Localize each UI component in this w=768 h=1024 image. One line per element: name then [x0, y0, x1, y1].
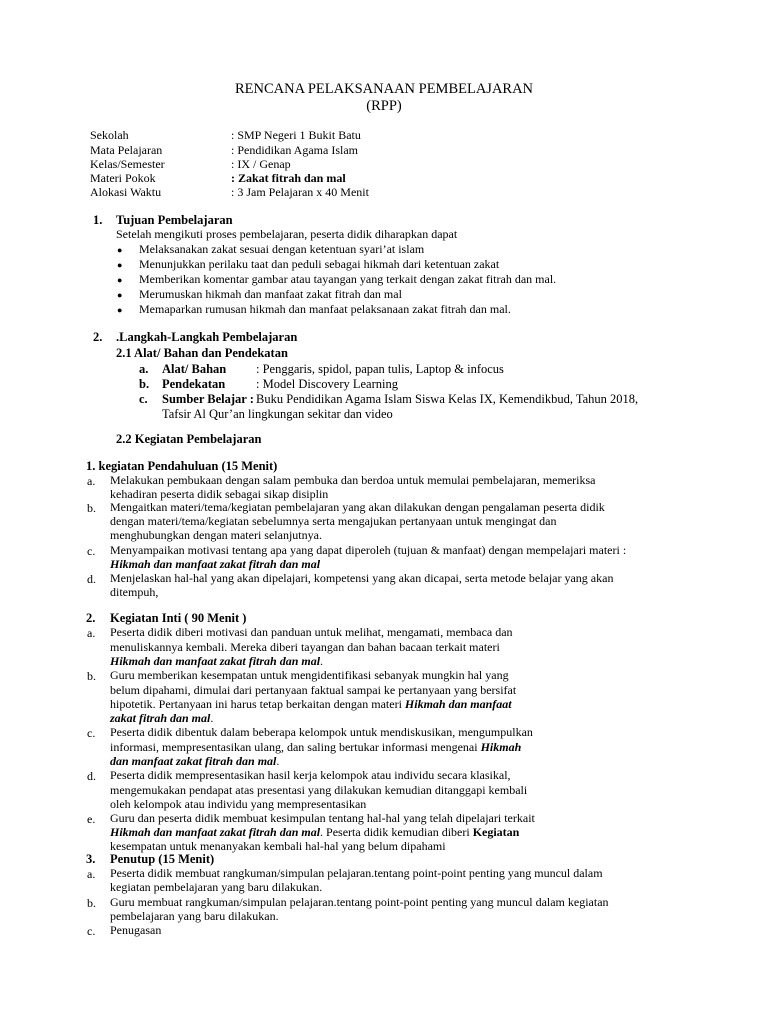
subsection-heading: 2.1 Alat/ Bahan dan Pendekatan	[116, 346, 288, 360]
list-marker: b.	[139, 377, 150, 391]
list-item: Memaparkan rumusan hikmah dan manfaat pelaksanaan zakat fitrah dan mal.	[139, 302, 511, 316]
list-item: Guru memberikan kesempatan untuk mengidentifikasi sebanyak mungkin hal yang	[110, 668, 509, 682]
identity-value: : SMP Negeri 1 Bukit Batu	[231, 128, 361, 142]
list-item-emphasis: zakat fitrah dan mal	[110, 711, 211, 725]
tool-label: Alat/ Bahan	[162, 362, 227, 376]
list-item: Merumuskan hikmah dan manfaat zakat fitrah dan mal	[139, 287, 402, 301]
list-marker: e.	[87, 812, 96, 826]
list-item: Guru membuat rangkuman/simpulan pelajaran.tentang point-point penting yang muncul dalam kegiatan	[110, 895, 609, 909]
list-marker: c.	[87, 726, 96, 740]
identity-value: : Zakat fitrah dan mal	[231, 171, 346, 185]
list-item-cont: oleh kelompok atau individu yang mempresentasikan	[110, 797, 367, 811]
list-marker: c.	[87, 544, 96, 558]
list-item-cont: belum dipahami, dimulai dari pertanyaan faktual sampai ke pertanyaan yang bersifat	[110, 683, 517, 697]
list-item: Memberikan komentar gambar atau tayangan yang terkait dengan zakat fitrah dan mal.	[139, 272, 557, 286]
list-item-cont: . Peserta didik kemudian diberi	[320, 825, 473, 839]
list-marker: a.	[87, 474, 96, 488]
list-item-emphasis: Hikmah dan manfaat	[404, 697, 512, 711]
list-item: Menunjukkan perilaku taat dan peduli sebagai hikmah dari ketentuan zakat	[139, 257, 500, 271]
list-item: Peserta didik mempresentasikan hasil kerja kelompok atau individu secara klasikal,	[110, 768, 511, 782]
list-item-emphasis: dan manfaat zakat fitrah dan mal	[110, 754, 277, 768]
identity-label: Materi Pokok	[90, 171, 156, 185]
list-item-cont: pembelajaran yang baru dilakukan.	[110, 909, 279, 923]
list-item: Peserta didik membuat rangkuman/simpulan pelajaran.tentang point-point penting yang muncul dalam	[110, 866, 603, 880]
list-item-cont: dengan materi/tema/kegiatan sebelumnya serta mengajukan pertanyaan untuk mengingat dan	[110, 514, 557, 528]
list-item: Melaksanakan zakat sesuai dengan ketentuan syari’at islam	[139, 242, 425, 256]
list-marker: a.	[87, 626, 96, 640]
list-item-emphasis: Hikmah dan manfaat zakat fitrah dan mal	[110, 654, 321, 668]
list-item: Menjelaskan hal-hal yang akan dipelajari, kompetensi yang akan dicapai, serta metode belajar yang akan	[110, 571, 614, 585]
list-item: Melakukan pembukaan dengan salam pembuka dan berdoa untuk memulai pembelajaran, memeriksa	[110, 473, 596, 487]
list-item-cont: kehadiran peserta didik sebagai sikap disiplin	[110, 487, 329, 501]
list-marker: a.	[87, 867, 96, 881]
list-marker: b.	[87, 896, 96, 910]
list-marker: d.	[87, 769, 96, 783]
subsection-heading: 2.2 Kegiatan Pembelajaran	[116, 432, 262, 446]
identity-label: Sekolah	[90, 128, 129, 142]
list-item-cont: kesempatan untuk menanyakan kembali hal-hal yang belum dipahami	[110, 839, 446, 853]
list-item: Peserta didik diberi motivasi dan panduan untuk melihat, mengamati, membaca dan	[110, 625, 513, 639]
period: .	[276, 754, 280, 768]
activity-heading: 1. kegiatan Pendahuluan (15 Menit)	[86, 459, 278, 473]
approach-label: Pendekatan	[162, 377, 226, 391]
list-marker: b.	[87, 669, 96, 683]
tool-value: : Penggaris, spidol, papan tulis, Laptop & infocus	[256, 362, 504, 376]
list-item-cont: mengemukakan pendapat atas presentasi yang dilakukan kemudian ditanggapi kembali	[110, 783, 528, 797]
section-heading: .Langkah-Langkah Pembelajaran	[116, 330, 298, 344]
list-item-emphasis: Kegiatan	[472, 825, 520, 839]
bullet-icon: ●	[117, 260, 123, 270]
list-item-cont: kegiatan pembelajaran yang baru dilakukan.	[110, 880, 323, 894]
activity-heading: Penutup (15 Menit)	[110, 852, 215, 866]
list-marker: b.	[87, 501, 96, 515]
section-number: 3.	[86, 852, 96, 866]
identity-value: : Pendidikan Agama Islam	[231, 143, 358, 157]
list-item-emphasis: Hikmah dan manfaat zakat fitrah dan mal	[110, 557, 321, 571]
approach-value: : Model Discovery Learning	[256, 377, 398, 391]
bullet-icon: ●	[117, 305, 123, 315]
list-item-cont: menuliskannya kembali. Mereka diberi tayangan dan bahan bacaan terkait materi	[110, 640, 500, 654]
bullet-icon: ●	[117, 245, 123, 255]
list-marker: c.	[139, 392, 148, 406]
source-value-cont: Tafsir Al Qur’an lingkungan sekitar dan video	[162, 407, 393, 421]
list-item: Peserta didik dibentuk dalam beberapa kelompok untuk mendiskusikan, mengumpulkan	[110, 725, 533, 739]
list-item-cont: menghubungkan dengan materi selanjutnya.	[110, 528, 322, 542]
section-number: 2.	[86, 611, 96, 625]
section-heading: Tujuan Pembelajaran	[116, 213, 233, 227]
bullet-icon: ●	[117, 290, 123, 300]
list-item: Mengaitkan materi/tema/kegiatan pembelajaran yang akan dilakukan dengan pengalaman peserta didik	[110, 500, 605, 514]
document-title: RENCANA PELAKSANAAN PEMBELAJARAN	[234, 81, 534, 97]
bullet-icon: ●	[117, 275, 123, 285]
list-item: Guru dan peserta didik membuat kesimpulan tentang hal-hal yang telah dipelajari terkait	[110, 811, 535, 825]
identity-label: Kelas/Semester	[90, 157, 165, 171]
list-item-cont: ditempuh,	[110, 585, 159, 599]
identity-value: : 3 Jam Pelajaran x 40 Menit	[231, 185, 369, 199]
list-item-emphasis: Hikmah	[480, 740, 522, 754]
list-marker: d.	[87, 572, 96, 586]
section-number: 1.	[93, 213, 103, 227]
period: .	[210, 711, 214, 725]
list-marker: a.	[139, 362, 149, 376]
section-number: 2.	[93, 330, 103, 344]
identity-label: Mata Pelajaran	[90, 143, 163, 157]
identity-value: : IX / Genap	[231, 157, 291, 171]
list-item-emphasis: Hikmah dan manfaat zakat fitrah dan mal	[110, 825, 321, 839]
source-value: Buku Pendidikan Agama Islam Siswa Kelas IX, Kemendikbud, Tahun 2018,	[256, 392, 639, 406]
document-subtitle: (RPP)	[366, 98, 402, 114]
period: .	[320, 654, 324, 668]
section-intro: Setelah mengikuti proses pembelajaran, peserta didik diharapkan dapat	[116, 227, 458, 241]
activity-heading: Kegiatan Inti ( 90 Menit )	[110, 611, 247, 625]
list-item-cont: informasi, mempresentasikan ulang, dan saling bertukar informasi mengenai	[110, 740, 481, 754]
list-marker: c.	[87, 924, 96, 938]
list-item: Penugasan	[110, 923, 162, 937]
list-item: Menyampaikan motivasi tentang apa yang dapat diperoleh (tujuan & manfaat) dengan mempelajari materi :	[110, 543, 627, 557]
source-label: Sumber Belajar :	[162, 392, 254, 406]
identity-label: Alokasi Waktu	[90, 185, 162, 199]
list-item-cont: hipotetik. Pertanyaan ini harus tetap berkaitan dengan materi	[110, 697, 405, 711]
